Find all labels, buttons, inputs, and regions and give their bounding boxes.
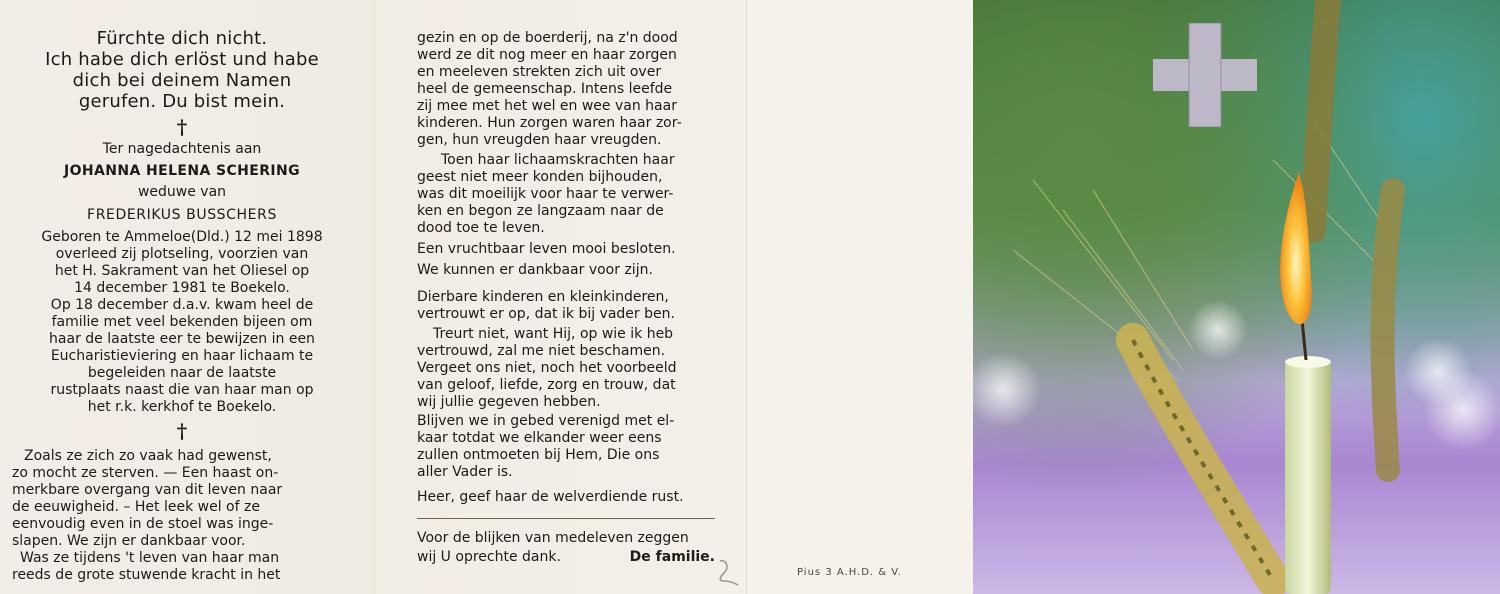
story-line: reeds de grote stuwende kracht in het	[12, 567, 281, 583]
text-line: ken en begon ze langzaam naar de	[417, 203, 664, 219]
text-line: Blijven we in gebed verenigd met el-	[417, 413, 675, 429]
spouse-name: FREDERIKUS BUSSCHERS	[87, 207, 277, 223]
motto-line: dich bei deinem Namen	[72, 70, 292, 91]
deceased-name: JOHANNA HELENA SCHERING	[63, 163, 301, 179]
text-line: gen, hun vreugden haar vreugden.	[417, 132, 662, 148]
text-line: Dierbare kinderen en kleinkinderen,	[417, 289, 669, 305]
text-line: heel de gemeenschap. Intens leefde	[417, 81, 673, 97]
closing-prayer: Heer, geef haar de welverdiende rust.	[417, 489, 684, 505]
story-line: merkbare overgang van dit leven naar	[12, 482, 283, 498]
funeral-line: haar de laatste eer te bewijzen in een	[49, 331, 315, 347]
text-line: werd ze dit nog meer en haar zorgen	[417, 47, 677, 63]
text-line: zullen ontmoeten bij Hem, Die ons	[417, 447, 660, 463]
verse-line: Een vruchtbaar leven mooi besloten.	[417, 241, 676, 257]
funeral-line: rustplaats naast die van haar man op	[50, 382, 314, 398]
story-line: Was ze tijdens 't leven van haar man	[20, 550, 280, 566]
story-line: zo mocht ze sterven. — Een haast on-	[12, 465, 279, 481]
text-line: was dit moeilijk voor haar te verwer-	[417, 186, 674, 202]
thanks-row	[417, 548, 715, 567]
text-line: Toen haar lichaamskrachten haar	[441, 152, 675, 168]
cross-icon	[1153, 23, 1257, 127]
thanks-line: Voor de blijken van medeleven zeggen	[417, 530, 689, 546]
candle-body	[1285, 360, 1331, 594]
text-line: en meeleven strekten zich uit over	[417, 64, 662, 80]
text-line: vertrouwd, zal me niet beschamen.	[417, 343, 666, 359]
funeral-block	[12, 297, 352, 416]
thanks-line: wij U oprechte dank.	[417, 549, 561, 565]
funeral-line: familie met veel bekenden bijeen om	[51, 314, 313, 330]
paragraph-children	[417, 289, 715, 323]
story-line: Zoals ze zich zo vaak had gewenst,	[24, 448, 272, 464]
wheat-ear	[1133, 340, 1273, 580]
divider	[417, 518, 715, 519]
cover-photo	[973, 0, 1500, 594]
intro-text: Ter nagedachtenis aan	[102, 141, 262, 157]
text-line: geest niet meer konden bijhouden,	[417, 169, 663, 185]
inside-column	[417, 30, 715, 567]
funeral-line: begeleiden naar de laatste	[87, 365, 277, 381]
cross-icon: †	[176, 419, 188, 443]
verse-line: We kunnen er dankbaar voor zijn.	[417, 262, 653, 278]
text-line: van geloof, liefde, zorg en trouw, dat	[417, 377, 676, 393]
text-line: dood toe te leven.	[417, 220, 545, 236]
bokeh-light	[1423, 370, 1500, 450]
thanks-block	[417, 529, 715, 567]
motto-line: Fürchte dich nicht.	[96, 28, 268, 49]
candle-top	[1285, 356, 1331, 368]
text-line: Treurt niet, want Hij, op wie ik heb	[433, 326, 674, 342]
relation-text: weduwe van	[137, 184, 227, 200]
paragraph-decline	[417, 152, 715, 237]
paragraph-care	[417, 30, 715, 149]
cross-icon: †	[176, 115, 188, 139]
text-line: vertrouwt er op, dat ik bij vader ben.	[417, 306, 675, 322]
story-block	[12, 448, 352, 584]
printer-imprint: Pius 3 A.H.D. & V.	[797, 567, 902, 578]
wheat-ear	[1313, 0, 1328, 230]
text-line: gezin en op de boerderij, na z'n dood	[417, 30, 678, 46]
bokeh-light	[973, 352, 1041, 428]
back-panel	[747, 0, 973, 594]
funeral-line: Eucharistieviering en haar lichaam te	[50, 348, 314, 364]
front-panel	[0, 0, 375, 594]
wheat-ear	[1383, 190, 1393, 470]
paragraph-prayer	[417, 413, 715, 481]
birth-line: Geboren te Ammeloe(Dld.) 12 mei 1898	[41, 229, 323, 245]
birth-line: het H. Sakrament van het Oliesel op	[54, 263, 310, 279]
birth-line: overleed zij plotseling, voorzien van	[55, 246, 309, 262]
text-line: aller Vader is.	[417, 464, 513, 480]
family-signature: De familie.	[629, 549, 715, 565]
text-line: Vergeet ons niet, noch het voorbeeld	[417, 360, 677, 376]
story-line: slapen. We zijn er dankbaar voor.	[12, 533, 246, 549]
funeral-line: Op 18 december d.a.v. kwam heel de	[50, 297, 314, 313]
story-line: de eeuwigheid. – Het leek wel of ze	[12, 499, 260, 515]
text-line: wij jullie gegeven hebben.	[417, 394, 601, 410]
text-line: kinderen. Hun zorgen waren haar zor-	[417, 115, 682, 131]
paragraph-trust	[417, 326, 715, 411]
text-line: zij mee met het wel en wee van haar	[417, 98, 677, 114]
candle-wick	[1302, 320, 1306, 360]
funeral-line: het r.k. kerkhof te Boekelo.	[87, 399, 277, 415]
motto-line: Ich habe dich erlöst und habe	[45, 49, 319, 70]
text-line: kaar totdat we elkander weer eens	[417, 430, 662, 446]
motto	[12, 28, 352, 112]
story-line: eenvoudig even in de stoel was inge-	[12, 516, 274, 532]
birth-line: 14 december 1981 te Boekelo.	[74, 280, 290, 296]
motto-line: gerufen. Du bist mein.	[78, 91, 286, 112]
birth-death-block	[12, 229, 352, 297]
bokeh-light	[1188, 300, 1248, 360]
handwritten-mark-icon	[712, 557, 742, 587]
front-column	[12, 28, 352, 584]
